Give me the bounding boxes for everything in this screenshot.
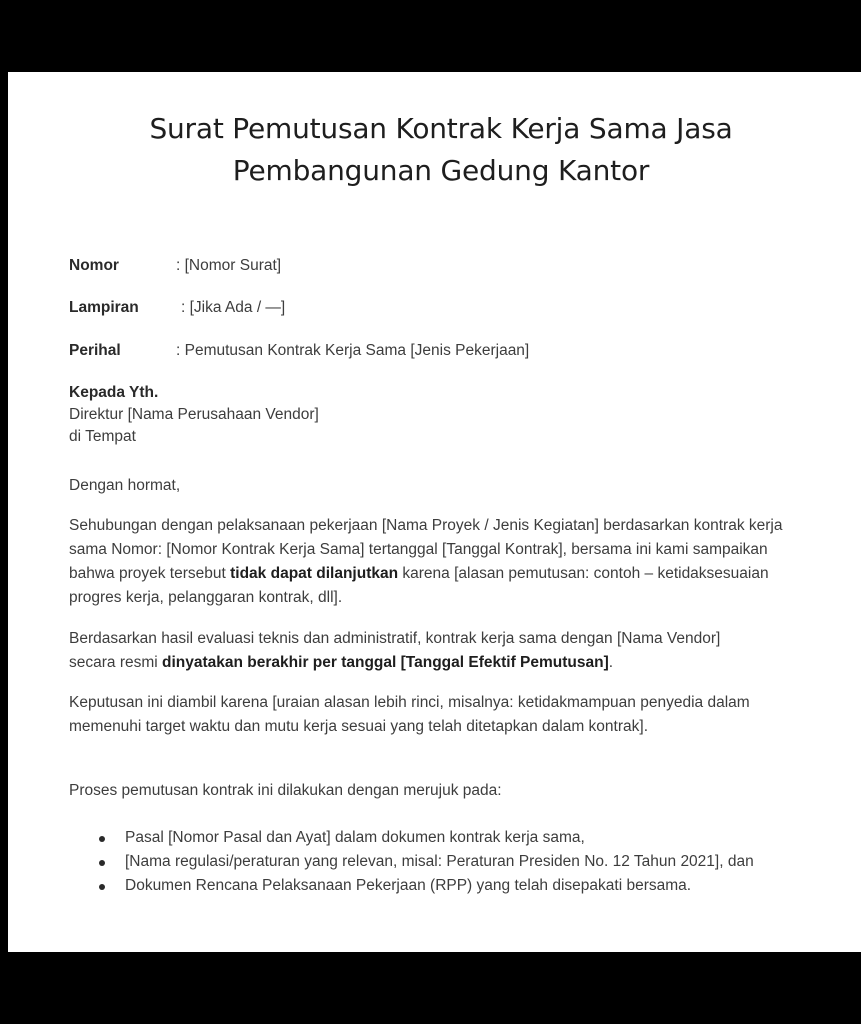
meta-label: Nomor	[69, 257, 119, 274]
reference-list	[69, 826, 829, 898]
emphasis-text: dinyatakan berakhir per tanggal [Tanggal Efektif Pemutusan]	[162, 654, 609, 671]
bullet-icon	[99, 860, 105, 866]
paragraph-text: Sehubungan dengan pelaksanaan pekerjaan [Nama Proyek / Jenis Kegiatan] berdasarkan kontrak kerja sama Nomor: [Nomor Kontrak Kerja Sama] tertanggal [Tanggal Kontrak], bersama ini kami sampaikan bahwa proyek tersebut	[69, 517, 783, 582]
paragraph-1	[69, 514, 809, 610]
recipient-location: di Tempat	[69, 428, 136, 445]
emphasis-text: tidak dapat dilanjutkan	[230, 565, 399, 582]
meta-label: Perihal	[69, 342, 121, 359]
list-item	[69, 826, 785, 850]
paragraph-text: .	[608, 654, 614, 671]
paragraph-4: Proses pemutusan kontrak ini dilakukan dengan merujuk pada:	[69, 782, 502, 799]
title-line-1: Surat Pemutusan Kontrak Kerja Sama Jasa	[149, 112, 733, 145]
salutation: Dengan hormat,	[69, 477, 181, 494]
list-item-text: [Nama regulasi/peraturan yang relevan, misal: Peraturan Presiden No. 12 Tahun 2021], dan	[125, 853, 754, 870]
list-item-text: Pasal [Nomor Pasal dan Ayat] dalam dokumen kontrak kerja sama,	[125, 829, 585, 846]
paragraph-text: karena [alasan pemutusan: contoh – ketidaksesuaian progres kerja, pelanggaran kontrak, dll].	[69, 565, 769, 606]
meta-value: : [Jika Ada / —]	[181, 299, 286, 316]
title-line-2: Pembangunan Gedung Kantor	[232, 154, 650, 187]
meta-label: Lampiran	[69, 299, 139, 316]
document-page	[8, 72, 861, 952]
list-item-text: Dokumen Rencana Pelaksanaan Pekerjaan (RPP) yang telah disepakati bersama.	[125, 877, 692, 894]
recipient-heading: Kepada Yth.	[69, 384, 159, 401]
recipient-name: Direktur [Nama Perusahaan Vendor]	[69, 406, 319, 423]
bullet-icon	[99, 884, 105, 890]
list-item	[69, 850, 785, 874]
paragraph-text: Berdasarkan hasil evaluasi teknis dan administratif, kontrak kerja sama dengan [Nama Vendor] secara resmi	[69, 630, 721, 671]
recipient-block	[69, 382, 829, 448]
paragraph-2	[69, 627, 769, 675]
bullet-icon	[99, 836, 105, 842]
list-item	[69, 874, 785, 898]
paragraph-3: Keputusan ini diambil karena [uraian alasan lebih rinci, misalnya: ketidakmampuan penyedia dalam memenuhi target waktu dan mutu kerja sesuai yang telah ditetapkan dalam kontrak].	[69, 694, 750, 735]
meta-value: : Pemutusan Kontrak Kerja Sama [Jenis Pekerjaan]	[176, 342, 530, 359]
meta-value: : [Nomor Surat]	[176, 257, 282, 274]
document-title	[8, 108, 861, 192]
